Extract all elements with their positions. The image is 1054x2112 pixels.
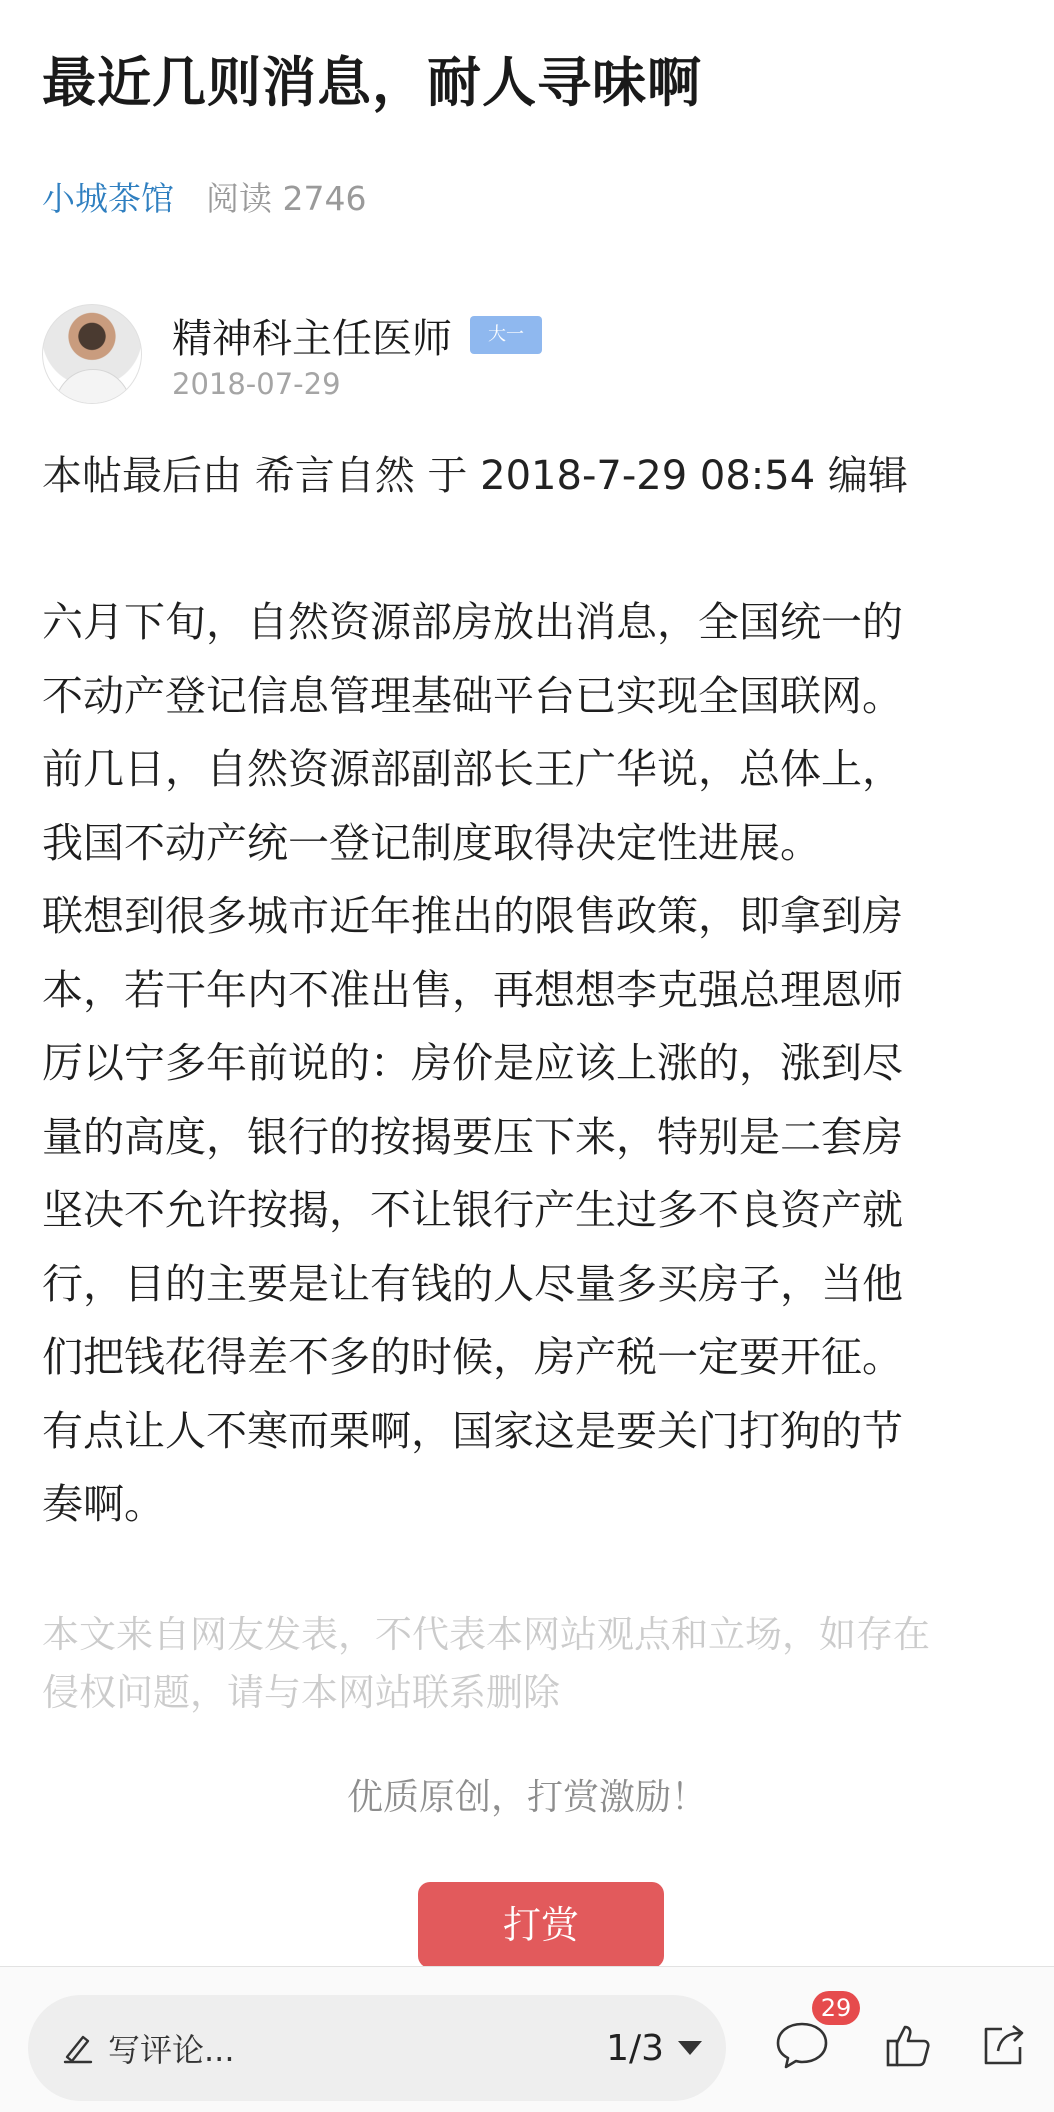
article-paragraph: 六月下旬，自然资源部房放出消息，全国统一的 不动产登记信息管理基础平台已实现全国联网。 前几日，自然资源部副部长王广华说，总体上， 我国不动产统一登记制度取得决定性进展。 联想到很多城市近年推出的限售政策，即拿到房 本，若干年内不准出售，再想想李克强总理恩师 厉以宁多年前说的：房价是应该上涨的，涨到尽 量的高度，银行的按揭要压下来，特别是二套房 坚决不允许按揭，不让银行产生过多不良资产就 行，目的主要是让有钱的人尽量多买房子，当他 们把钱花得差不多的时候，房产税一定要开征。 有点让人不寒而栗啊，国家这是要关门打狗的节 奏啊。 — [42, 598, 903, 1528]
author-row[interactable] — [42, 302, 542, 406]
comment-placeholder: 写评论... — [108, 2031, 235, 2069]
article-meta — [42, 172, 366, 220]
author-name[interactable]: 精神科主任医师 — [172, 315, 452, 362]
reward-button[interactable]: 打赏 — [418, 1882, 664, 1968]
page-selector[interactable] — [606, 1995, 702, 2101]
page-indicator: 1/3 — [606, 2027, 664, 2069]
comment-count-badge: 29 — [812, 1991, 860, 2025]
article-title: 最近几则消息，耐人寻味啊 — [42, 51, 702, 114]
comment-icon[interactable] — [774, 2017, 830, 2073]
reward-prompt: 优质原创，打赏激励！ — [346, 1777, 707, 1818]
avatar[interactable] — [42, 304, 142, 404]
comment-input[interactable] — [28, 1995, 726, 2101]
post-date: 2018-07-29 — [172, 367, 341, 401]
share-icon[interactable] — [976, 2017, 1032, 2073]
author-info — [172, 307, 542, 401]
edit-note: 本帖最后由 希言自然 于 2018-7-29 08:54 编辑 — [42, 453, 908, 499]
read-count: 阅读 2746 — [206, 178, 367, 218]
author-name-row — [172, 307, 542, 363]
pencil-icon — [58, 2028, 98, 2068]
avatar-coat — [55, 369, 131, 404]
level-badge: 大一 — [470, 316, 542, 354]
bottom-bar — [0, 1966, 1054, 2112]
chevron-down-icon — [678, 2041, 702, 2055]
like-icon[interactable] — [880, 2017, 936, 2073]
article-body — [42, 586, 1042, 1542]
forum-link[interactable]: 小城茶馆 — [42, 178, 174, 218]
disclaimer: 本文来自网友发表，不代表本网站观点和立场，如存在 侵权问题，请与本网站联系删除 — [42, 1613, 930, 1714]
